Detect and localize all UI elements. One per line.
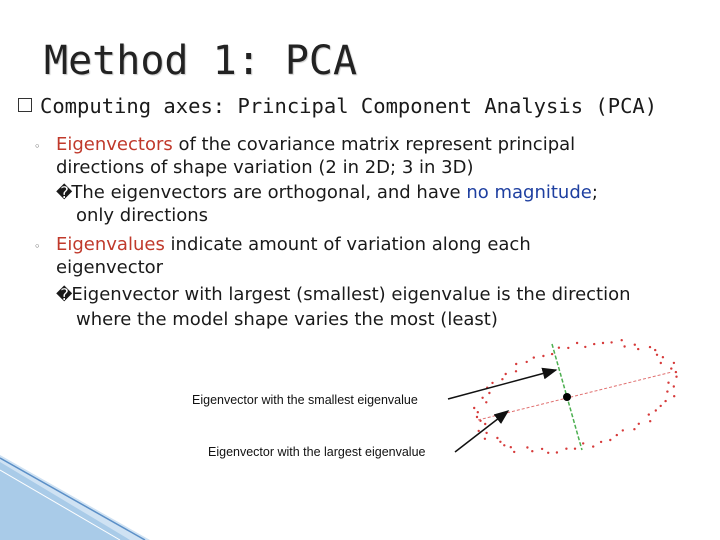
label-largest-eigenvalue: Eigenvector with the largest eigenvalue <box>208 445 426 459</box>
item1-line2: directions of shape variation (2 in 2D; 3 in 3D) <box>56 157 474 178</box>
shape-point <box>481 397 483 399</box>
shape-point <box>473 407 475 409</box>
shape-point <box>542 355 544 357</box>
shape-point <box>526 361 528 363</box>
item2-sub-line2: where the model shape varies the most (least) <box>76 309 498 330</box>
sub-bullet-glyph: � <box>56 285 72 304</box>
shape-point <box>667 382 669 384</box>
shape-point <box>503 444 505 446</box>
shape-point <box>515 370 517 372</box>
shape-point <box>593 343 595 345</box>
shape-point <box>655 409 657 411</box>
slide-title: Method 1: PCA <box>44 38 358 84</box>
shape-point <box>515 363 517 365</box>
shape-point <box>547 452 549 454</box>
shape-point <box>649 346 651 348</box>
shape-point <box>488 392 490 394</box>
shape-point <box>576 342 578 344</box>
shape-point <box>621 339 623 341</box>
shape-points <box>473 339 678 454</box>
major-axis-line <box>478 372 672 420</box>
shape-point <box>558 347 560 349</box>
shape-point <box>556 451 558 453</box>
shape-point <box>648 413 650 415</box>
shape-point <box>609 439 611 441</box>
shape-point <box>513 451 515 453</box>
arrow-to-largest <box>455 411 508 452</box>
shape-point <box>496 437 498 439</box>
item1-sub-pre: The eigenvectors are orthogonal, and have <box>71 182 467 203</box>
item1-sub-highlight: no magnitude <box>466 182 592 203</box>
shape-point <box>666 390 668 392</box>
shape-point <box>491 382 493 384</box>
shape-point <box>673 395 675 397</box>
shape-point <box>531 450 533 452</box>
shape-point <box>565 448 567 450</box>
circle-bullet-icon: ◦ <box>34 140 41 153</box>
item1-rest: of the covariance matrix represent principal <box>172 134 576 155</box>
arrow-to-smallest <box>448 370 556 399</box>
shape-point <box>664 400 666 402</box>
level1-text: Computing axes: Principal Component Analysis (PCA) <box>40 94 658 118</box>
shape-point <box>478 430 480 432</box>
shape-point <box>574 448 576 450</box>
shape-point <box>638 423 640 425</box>
shape-point <box>673 362 675 364</box>
shape-point <box>660 362 662 364</box>
shape-point <box>533 356 535 358</box>
item1-sub-line2: only directions <box>76 205 209 226</box>
shape-point <box>501 378 503 380</box>
shape-point <box>634 344 636 346</box>
circle-bullet-icon: ◦ <box>34 240 41 253</box>
shape-point <box>551 353 553 355</box>
shape-point <box>485 401 487 403</box>
shape-point <box>510 446 512 448</box>
shape-point <box>637 348 639 350</box>
label-smallest-eigenvalue: Eigenvector with the smallest eigenvalue <box>192 393 418 407</box>
shape-point <box>600 441 602 443</box>
shape-point <box>592 445 594 447</box>
shape-point <box>662 356 664 358</box>
shape-point <box>584 346 586 348</box>
shape-point <box>505 373 507 375</box>
shape-point <box>602 342 604 344</box>
item2-line2: eigenvector <box>56 257 164 278</box>
shape-point <box>499 441 501 443</box>
shape-point <box>633 428 635 430</box>
shape-point <box>476 416 478 418</box>
shape-point <box>610 341 612 343</box>
shape-point <box>616 434 618 436</box>
shape-point <box>526 446 528 448</box>
sub-bullet-glyph: � <box>56 183 72 202</box>
item2-highlight: Eigenvalues <box>56 234 165 255</box>
centroid-dot <box>563 393 571 401</box>
item1-sub-post: ; <box>591 182 598 203</box>
shape-point <box>582 442 584 444</box>
shape-point <box>484 438 486 440</box>
shape-point <box>670 367 672 369</box>
shape-point <box>485 432 487 434</box>
item2-sub-text: Eigenvector with largest (smallest) eigenvalue is the direction <box>71 284 631 305</box>
shape-point <box>477 411 479 413</box>
shape-point <box>649 420 651 422</box>
shape-point <box>623 345 625 347</box>
shape-point <box>675 376 677 378</box>
shape-point <box>484 423 486 425</box>
shape-point <box>654 349 656 351</box>
shape-point <box>656 354 658 356</box>
shape-point <box>541 448 543 450</box>
item1-highlight: Eigenvectors <box>56 134 173 155</box>
shape-point <box>660 405 662 407</box>
shape-point <box>673 385 675 387</box>
shape-point <box>567 347 569 349</box>
item2-rest: indicate amount of variation along each <box>164 234 531 255</box>
shape-point <box>622 429 624 431</box>
shape-point <box>675 371 677 373</box>
